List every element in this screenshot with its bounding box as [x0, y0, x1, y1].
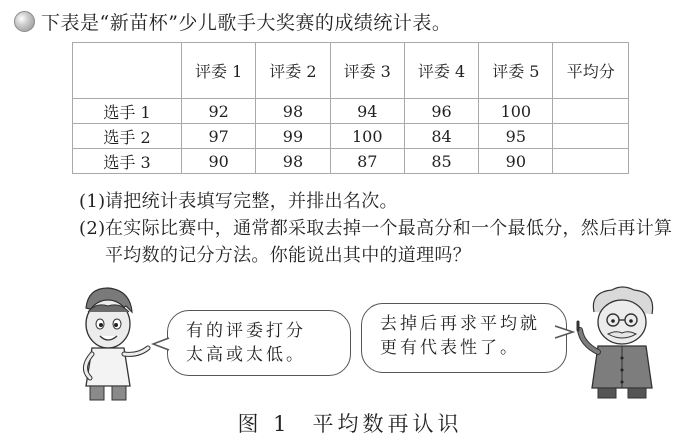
- score-cell: 96: [404, 99, 478, 124]
- score-cell: 84: [404, 124, 478, 149]
- figure-caption: [0, 408, 700, 438]
- table-header-row: [73, 43, 629, 99]
- header-cell-corner: [73, 43, 182, 99]
- question-number: (2): [79, 218, 106, 239]
- score-cell: 90: [182, 149, 256, 174]
- contestant-label: 选手 1: [73, 99, 182, 124]
- score-cell: 95: [479, 124, 553, 149]
- speech-bubble-elder: [361, 303, 567, 373]
- score-table: [72, 42, 629, 174]
- bubble-tail-icon: [151, 336, 171, 352]
- score-cell: 87: [330, 149, 404, 174]
- header-cell-judge-3: 评委 3: [330, 43, 404, 99]
- score-cell: 98: [256, 99, 330, 124]
- bullet-icon: [14, 11, 35, 32]
- speech-bubble-boy: [167, 310, 351, 376]
- score-cell: 92: [182, 99, 256, 124]
- score-cell: 98: [256, 149, 330, 174]
- contestant-label: 选手 2: [73, 124, 182, 149]
- question-1: [79, 188, 689, 215]
- boy-illustration-icon: [56, 282, 156, 402]
- question-number: (1): [79, 191, 106, 212]
- table-row: [73, 149, 629, 174]
- speech-line: 太高或太低。: [186, 345, 306, 365]
- question-text: 请把统计表填写完整，并排出名次。: [105, 191, 398, 212]
- table-row: [73, 99, 629, 124]
- elder-illustration-icon: [572, 282, 672, 400]
- header-cell-judge-2: 评委 2: [256, 43, 330, 99]
- question-2: [79, 215, 689, 269]
- figure-title: 平均数再认识: [312, 412, 463, 436]
- average-cell: [553, 124, 629, 149]
- score-cell: 99: [256, 124, 330, 149]
- score-cell: 94: [330, 99, 404, 124]
- score-cell: 97: [182, 124, 256, 149]
- speech-line: 更有代表性了。: [380, 338, 520, 358]
- question-list: [79, 188, 689, 269]
- table-row: [73, 124, 629, 149]
- figure-number: 图 1: [237, 412, 291, 436]
- speech-line: 去掉后再求平均就: [380, 314, 540, 334]
- average-cell: [553, 149, 629, 174]
- average-cell: [553, 99, 629, 124]
- intro-text: 下表是“新苗杯”少儿歌手大奖赛的成绩统计表。: [41, 12, 452, 34]
- header-cell-judge-4: 评委 4: [404, 43, 478, 99]
- contestant-label: 选手 3: [73, 149, 182, 174]
- score-cell: 90: [479, 149, 553, 174]
- header-cell-average: 平均分: [553, 43, 629, 99]
- question-text: 在实际比赛中，通常都采取去掉一个最高分和一个最低分，然后再计算平均数的记分方法。你能说出其中的道理吗？: [105, 218, 673, 266]
- intro-line: [14, 8, 694, 35]
- speech-line: 有的评委打分: [186, 321, 306, 341]
- header-cell-judge-5: 评委 5: [479, 43, 553, 99]
- header-cell-judge-1: 评委 1: [182, 43, 256, 99]
- score-cell: 100: [479, 99, 553, 124]
- score-cell: 100: [330, 124, 404, 149]
- score-cell: 85: [404, 149, 478, 174]
